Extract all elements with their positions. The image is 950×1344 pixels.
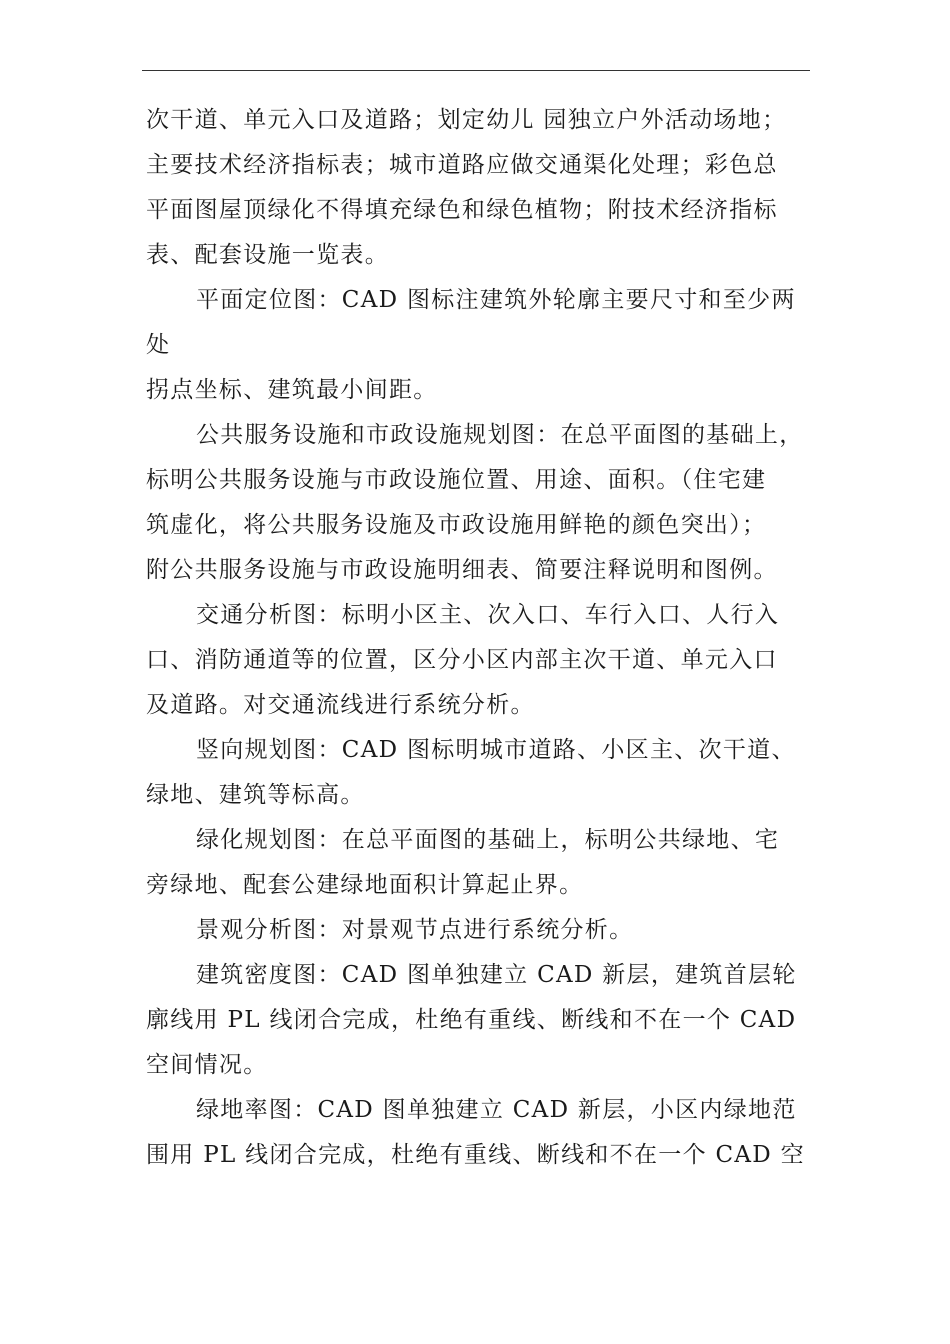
paragraph-start: 绿化规划图：在总平面图的基础上，标明公共绿地、宅 [196,827,780,853]
text-line: 廓线用 PL 线闭合完成，杜绝有重线、断线和不在一个 CAD [146,1007,797,1033]
text-line: 次干道、单元入口及道路；划定幼儿 园独立户外活动场地； [146,107,787,133]
text-line: 处 [146,332,171,358]
header-divider [142,70,810,71]
paragraph-start: 建筑密度图：CAD 图单独建立 CAD 新层，建筑首层轮 [196,962,797,988]
paragraph-start: 交通分析图：标明小区主、次入口、车行入口、人行入 [196,602,780,628]
text-line: 标明公共服务设施与市政设施位置、用途、面积。（住宅建 [146,467,767,493]
paragraph-start: 竖向规划图：CAD 图标明城市道路、小区主、次干道、 [196,737,796,763]
text-line: 主要技术经济指标表；城市道路应做交通渠化处理；彩色总 [146,152,778,178]
text-line: 附公共服务设施与市政设施明细表、简要注释说明和图例。 [146,557,778,583]
paragraph-start: 公共服务设施和市政设施规划图：在总平面图的基础上， [196,422,804,448]
text-line: 拐点坐标、建筑最小间距。 [146,377,438,403]
text-line: 口、消防通道等的位置，区分小区内部主次干道、单元入口 [146,647,778,673]
text-line: 空间情况。 [146,1052,268,1078]
paragraph-start: 绿地率图：CAD 图单独建立 CAD 新层，小区内绿地范 [196,1097,797,1123]
text-line: 围用 PL 线闭合完成，杜绝有重线、断线和不在一个 CAD 空 [146,1142,805,1168]
text-line: 平面图屋顶绿化不得填充绿色和绿色植物；附技术经济指标 [146,197,778,223]
text-line: 及道路。对交通流线进行系统分析。 [146,692,535,718]
text-line: 表、配套设施一览表。 [146,242,389,268]
text-line: 旁绿地、配套公建绿地面积计算起止界。 [146,872,584,898]
text-line: 绿地、建筑等标高。 [146,782,365,808]
document-body [146,98,816,1178]
text-line: 筑虚化，将公共服务设施及市政设施用鲜艳的颜色突出）； [146,512,767,538]
paragraph-start: 景观分析图：对景观节点进行系统分析。 [196,917,634,943]
paragraph-start: 平面定位图：CAD 图标注建筑外轮廓主要尺寸和至少两 [196,287,796,313]
